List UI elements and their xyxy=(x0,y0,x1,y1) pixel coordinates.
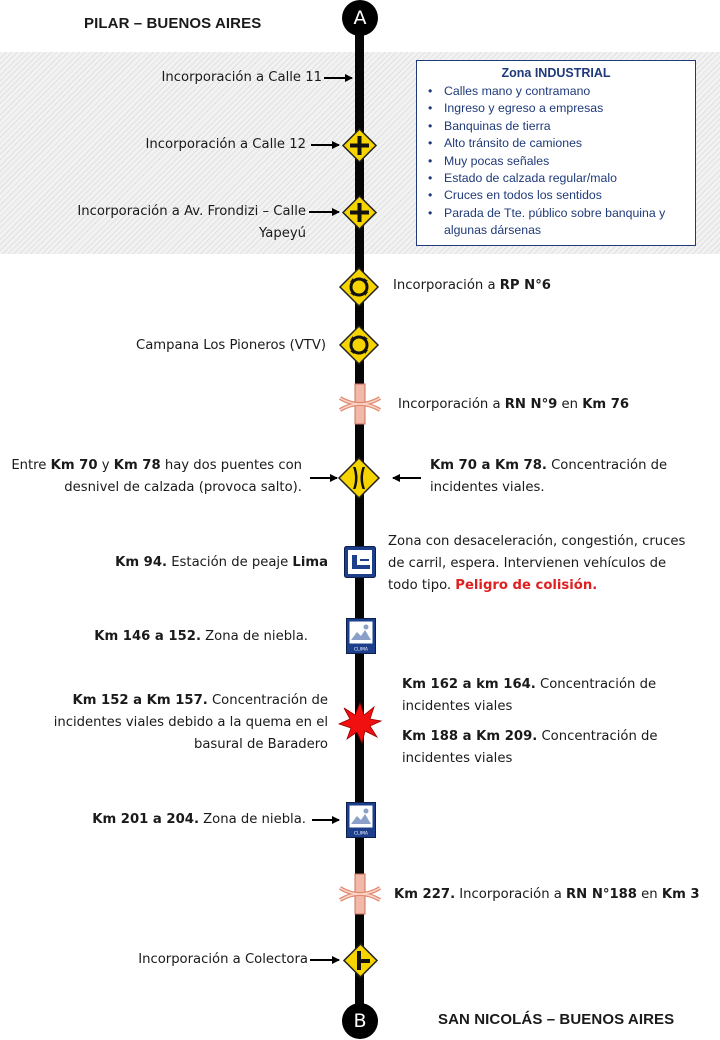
text-bold: Km 188 a Km 209. xyxy=(402,729,538,744)
text: en xyxy=(557,397,583,412)
toll-booth-sign-icon xyxy=(344,546,376,578)
label-km188 xyxy=(402,726,658,770)
text-bold: Km 70 xyxy=(50,458,98,473)
label-km70 xyxy=(430,455,667,499)
text-bold: Km 146 a 152. xyxy=(94,629,201,644)
text-bold: Km 162 a km 164. xyxy=(402,677,536,692)
text: en xyxy=(636,887,662,902)
roundabout-sign-icon xyxy=(339,325,379,365)
label-quema xyxy=(54,690,328,756)
text: Zona de niebla. xyxy=(200,629,308,644)
zone-item: • Parada de Tte. público sobre banquina y xyxy=(444,205,695,222)
t-junction-sign-icon xyxy=(343,943,378,978)
end-marker: B xyxy=(342,1003,378,1039)
label-frondizi-line2: Yapeyú xyxy=(259,226,306,241)
start-city: PILAR – BUENOS AIRES xyxy=(84,15,262,32)
text: Concentración de xyxy=(207,693,328,708)
text-bold: Km 70 a Km 78. xyxy=(430,458,547,473)
text: Entre xyxy=(11,458,51,473)
zone-item: • Estado de calzada regular/malo xyxy=(444,170,695,187)
clima-text: CLIMA xyxy=(354,831,368,837)
label-quema-line1 xyxy=(54,690,328,712)
zone-item: • Muy pocas señales xyxy=(444,153,695,170)
text: Concentración de xyxy=(546,458,668,473)
label-km70-line1 xyxy=(430,455,667,477)
label-frondizi xyxy=(77,201,306,245)
text-bold: RN N°9 xyxy=(504,397,558,412)
text-bold: RN N°188 xyxy=(566,887,637,902)
label-km188-line2: incidentes viales xyxy=(402,751,513,766)
text-bold: Lima xyxy=(292,555,328,570)
label-niebla1 xyxy=(94,626,308,648)
label-puentes-line2: desnivel de calzada (provoca salto). xyxy=(64,480,302,495)
roundabout-sign-icon xyxy=(339,267,379,307)
text-bold: Km 94. xyxy=(115,555,168,570)
label-zona-peaje xyxy=(388,531,685,597)
label-rp6 xyxy=(393,275,551,297)
label-colectora: Incorporación a Colectora xyxy=(138,952,308,967)
text: Concentración de xyxy=(535,677,657,692)
interchange-icon xyxy=(340,874,380,914)
zone-item: • Alto tránsito de camiones xyxy=(444,135,695,152)
text-bold: RP N°6 xyxy=(499,278,551,293)
zone-item: • Ingreso y egreso a empresas xyxy=(444,100,695,117)
text: y xyxy=(97,458,114,473)
text-bold: Km 3 xyxy=(661,887,700,902)
zone-title: Zona INDUSTRIAL xyxy=(501,66,611,80)
text-bold: Km 201 a 204. xyxy=(92,812,199,827)
label-km162-line2: incidentes viales xyxy=(402,699,513,714)
text-bold: Km 76 xyxy=(582,397,630,412)
label-km70-line2: incidentes viales. xyxy=(430,480,545,495)
label-vtv: Campana Los Pioneros (VTV) xyxy=(136,338,326,353)
text: Incorporación a xyxy=(455,887,567,902)
zone-item: • Calles mano y contramano xyxy=(444,83,695,100)
label-zona-line3 xyxy=(388,575,685,597)
burning-incident-icon xyxy=(339,703,381,743)
text: Incorporación a xyxy=(398,397,505,412)
label-zona-line1: Zona con desaceleración, congestión, cruces xyxy=(388,534,686,549)
zone-item: • Cruces en todos los sentidos xyxy=(444,187,695,204)
weather-fog-sign-icon xyxy=(346,618,376,654)
clima-text: CLIMA xyxy=(354,647,368,653)
text: todo tipo. xyxy=(388,578,456,593)
text-bold: Km 152 a Km 157. xyxy=(72,693,208,708)
crossroad-sign-icon xyxy=(342,128,377,163)
danger-text: Peligro de colisión. xyxy=(455,578,598,593)
label-km188-line1 xyxy=(402,726,658,748)
label-rn188 xyxy=(394,884,700,906)
text: Zona de niebla. xyxy=(198,812,306,827)
label-niebla2 xyxy=(92,809,306,831)
text-bold: Km 227. xyxy=(394,887,456,902)
label-km162 xyxy=(402,674,656,718)
label-calle12: Incorporación a Calle 12 xyxy=(145,137,306,152)
label-quema-line3: basural de Baradero xyxy=(193,737,328,752)
label-frondizi-line1: Incorporación a Av. Frondizi – Calle xyxy=(77,204,306,219)
label-calle11: Incorporación a Calle 11 xyxy=(161,70,322,85)
crossroad-sign-icon xyxy=(342,195,377,230)
label-puentes-line1 xyxy=(11,455,302,477)
text: Incorporación a xyxy=(393,278,500,293)
interchange-icon xyxy=(340,384,380,424)
label-km162-line1 xyxy=(402,674,656,696)
zone-item: • Banquinas de tierra xyxy=(444,118,695,135)
text: Concentración de xyxy=(537,729,658,744)
label-puentes xyxy=(11,455,302,499)
zone-item: algunas dársenas xyxy=(444,223,542,238)
label-rn9 xyxy=(398,394,629,416)
label-quema-line2: incidentes viales debido a la quema en el xyxy=(53,715,328,730)
text-bold: Km 78 xyxy=(113,458,161,473)
end-city: SAN NICOLÁS – BUENOS AIRES xyxy=(438,1011,675,1028)
label-zona-line2: de carril, espera. Intervienen vehículos de xyxy=(388,556,667,571)
label-peaje xyxy=(115,552,328,574)
text: Estación de peaje xyxy=(167,555,293,570)
text: hay dos puentes con xyxy=(160,458,302,473)
start-marker: A xyxy=(342,0,378,36)
weather-fog-sign-icon xyxy=(346,802,376,838)
narrow-bridge-sign-icon xyxy=(338,457,380,499)
